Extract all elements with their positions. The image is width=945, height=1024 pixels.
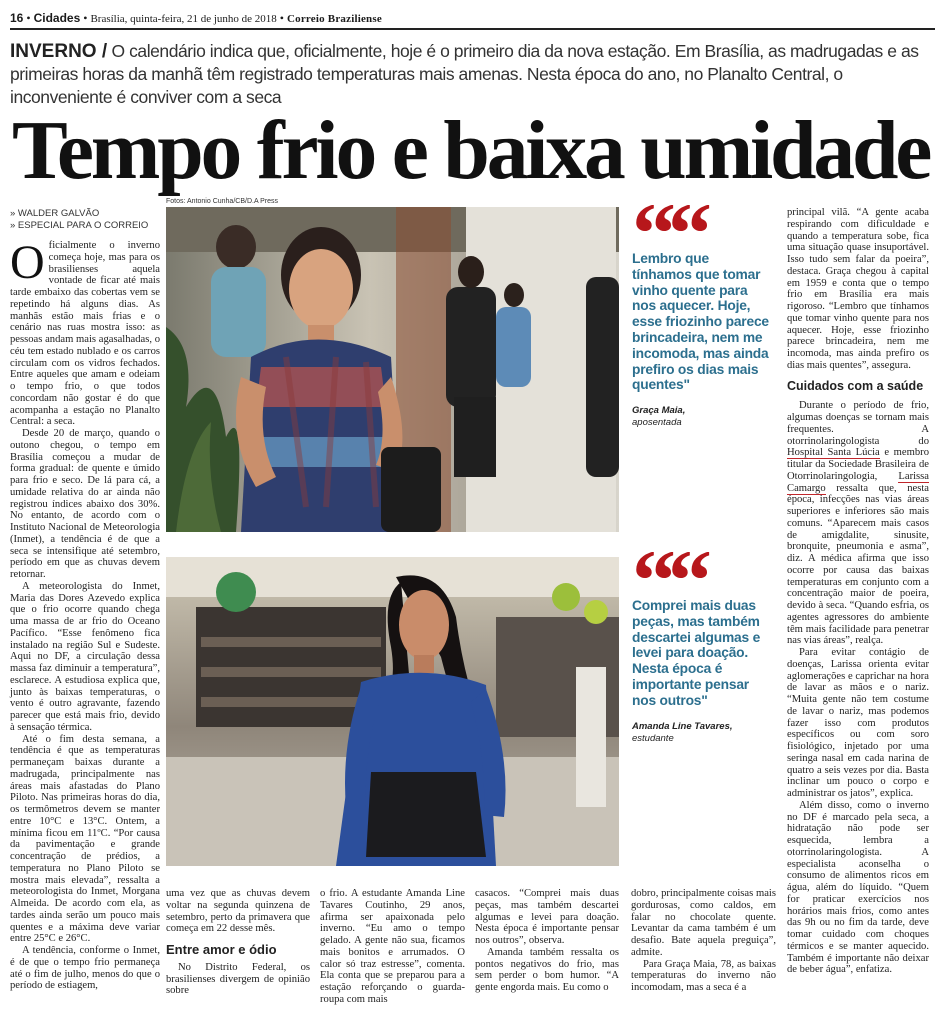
page-header: 16 • Cidades • Brasília, quinta-feira, 21 de junho de 2018 • Correio Braziliense xyxy=(10,8,935,30)
article-column-3 xyxy=(320,888,465,1006)
paragraph: A meteorologista do Inmet, Maria das Dores Azevedo explica que o frio ocorre quando chega uma massa de ar frio do Oceano Pacífico. “Esse fenômeno fica instalado na região Sul e Sudeste. Aqui no DF, a circulação dessa massa faz diminuir a temperatura”, esclarece. A estudiosa explica que, junto às baixas temperaturas, o vento é outro agravante, fazendo parecer que está mais frio, devido à sensação térmica. xyxy=(10,580,160,733)
paragraph: A tendência, conforme o Inmet, é de que o tempo frio permaneça até o fim de julho, menos do que o período de estiagem, xyxy=(10,945,160,992)
article-column-2 xyxy=(166,888,310,997)
pull-quote-1 xyxy=(632,205,772,429)
article-column-1 xyxy=(10,236,160,992)
headline: Tempo frio e baixa umidade xyxy=(12,104,930,197)
page-number: 16 xyxy=(10,11,24,25)
kicker-text: O calendário indica que, oficialmente, hoje é o primeiro dia da nova estação. Em Brasília, as madrugadas e as primeiras horas da manhã têm registrado temperaturas mais amenas. Nesta época do ano, no Planalto Central, o inconveniente é conviver com a seca xyxy=(10,41,919,107)
photo-illustration xyxy=(166,557,619,866)
paragraph: casacos. “Comprei mais duas peças, mas também descartei algumas e levei para doação. Nesta época é importante pensar nos outros”, observa. xyxy=(475,888,619,946)
paragraph: principal vilã. “A gente acaba respirando com dificuldade e quando a temperatura sobe, fica uma situação quase insuportável. Isso tudo sem falar da poeira”, destaca. Graça chegou à capital em 1959 e conta que o tempo frio em Brasília era mais rigoroso. “Lembro que tínhamos que tomar vinho quente para nos aquecer. Hoje, esse friozinho parece brincadeira, nem me incomoda, mas ainda prefiro os dias mais quentes”, assegura. xyxy=(787,207,929,371)
lead-paragraph: Oficialmente o inverno começa hoje, mas para os brasilienses aquela vontade de ficar até mais tarde embaixo das cobertas vem se repetindo há alguns dias. As manhãs estão mais frias e o cenário nas ruas mostra isso: as pessoas andam mais agasalhadas, o céu tem estado nublado e os carros circulam com os vidros fechados. Entre aqueles que amam e odeiam o tempo frio, o que todos concordam não gostar é do que acompanha a estação no Planalto Central: a seca. xyxy=(10,236,160,428)
pull-quote-2 xyxy=(632,552,772,745)
quote-attribution xyxy=(632,405,772,429)
photo-illustration xyxy=(166,207,619,532)
paragraph: dobro, principalmente coisas mais gordurosas, como caldos, em falar no chocolate quente. Levantar da cama também é um desafio. Bate aquela preguiça”, admite. xyxy=(631,888,776,958)
article-column-4 xyxy=(475,888,619,994)
quote-author-role: aposentada xyxy=(632,417,682,429)
photo-credit: Fotos: Antonio Cunha/CB/D.A Press xyxy=(166,198,279,205)
drop-cap: O xyxy=(10,236,45,289)
byline-role: » ESPECIAL PARA O CORREIO xyxy=(10,219,149,231)
paragraph: Desde 20 de março, quando o outono chegou, o tempo em Brasília começou a mudar de forma gradual: de quente e úmido para frio e seco. De lá para cá, a umidade relativa do ar ainda não registrou índices abaixo dos 30%. No entanto, de acordo com o Instituto Nacional de Meteorologia (Inmet), a tendência é de que a seca se intensifique até setembro, período em que as chuvas devem retornar. xyxy=(10,428,160,580)
article-column-6 xyxy=(787,207,929,976)
doctor-name: Larissa Camargo xyxy=(787,470,929,494)
section-name: Cidades xyxy=(33,11,81,25)
newspaper-name: Correio Braziliense xyxy=(287,13,382,25)
quote-author-role: estudante xyxy=(632,732,674,744)
paragraph: Até o fim desta semana, a tendência é que as temperaturas permaneçam baixas durante a madrugada, principalmente nas áreas mais afastadas do Plano Piloto. Nas primeiras horas do dia, os termômetros devem se manter entre 10°C e 13°C. Ontem, a mínima ficou em 11ºC. “Por causa da pavimentação e grande concentração de prédios, a temperatura no Plano Piloto se mostra mais elevada”, ressalta a meteorologista do Inmet, Morgana Almeida. De acordo com ela, as tardes ainda serão um pouco mais quentes e a máxima deve variar entre 25°C e 26°C. xyxy=(10,733,160,945)
quote-author: Amanda Line Tavares, xyxy=(632,720,733,732)
paragraph: Amanda também ressalta os pontos negativos do frio, mas sem perder o bom humor. “A gente engorda mais. Eu como o xyxy=(475,946,619,993)
byline-author: » WALDER GALVÃO xyxy=(10,208,100,219)
article-column-5 xyxy=(631,888,776,994)
kicker-tag: INVERNO / xyxy=(10,41,108,62)
paragraph: Para evitar contágio de doenças, Larissa orienta evitar aglomerações e caprichar na hora de lavar as mãos e o nariz. “Muita gente não tem costume de lavar o nariz, mas podemos fazer isso com produtos específicos ou com soro fisiológico, injetado por uma seringa nasal em cada narina de quatro a seis vezes por dia. Basta inclinar um pouco o corpo e administrar os jatos”, explica. xyxy=(787,647,929,799)
paragraph: No Distrito Federal, os brasilienses divergem de opinião sobre xyxy=(166,961,310,997)
subheading: Cuidados com a saúde xyxy=(787,378,924,393)
quote-mark-icon xyxy=(632,552,772,598)
subheading: Entre amor e ódio xyxy=(166,942,277,957)
quote-author: Graça Maia, xyxy=(632,405,686,417)
photo-graca-maia xyxy=(166,207,619,532)
paragraph: Para Graça Maia, 78, as baixas temperaturas do inverno não incomodam, mas a seca é a xyxy=(631,958,776,993)
hospital-name: Hospital Santa Lúcia xyxy=(787,447,880,459)
paragraph: o frio. A estudante Amanda Line Tavares Coutinho, 29 anos, afirma ser apaixonada pelo inverno. “Eu amo o tempo gelado. A gente não sua, ficamos mais bonitos e arrumados. O calor só traz estresse”, comenta. Ela conta que se preparou para a estação reforçando o guarda-roupa com mais xyxy=(320,888,465,1005)
edition-date: Brasília, quinta-feira, 21 de junho de 2018 xyxy=(90,13,277,25)
quote-mark-icon xyxy=(632,205,772,251)
paragraph: Durante o período de frio, algumas doenças se tornam mais frequentes. A otorrinolaringologista do Hospital Santa Lúcia e membro titular da Sociedade Brasileira de Otorrinolaringologia, Larissa Camargo ressalta que, nesta época, infecções nas vias áreas superiores e inferiores são mais comuns. “Aparecem mais casos de amigdalite, sinusite, bronquite, pneumonia e asma”, diz. A médica afirma que isso ocorre por causa das baixas temperaturas em conjunto com a concentração maior de poeira, devido à seca. “Quando esfria, os agentes agressores do ambiente têm mais facilidade para penetrar nas vias áreas”, realça. xyxy=(787,400,929,647)
quote-text: Comprei mais duas peças, mas também descartei algumas e levei para doação. Nesta época é importante pensar nos outros" xyxy=(632,598,761,708)
paragraph: Além disso, como o inverno no DF é marcado pela seca, a hidratação não pode ser esquecida, lembra a otorrinolaringologista. A especialista aconselha o consumo de alimentos ricos em água, além do líquido. “Quem for praticar exercícios nos horários mais frios, como antes das 9h ou no fim da tarde, deve tomar cuidado com choques térmicos e se manter aquecido. Também é importante não deixar de beber água”, enfatiza. xyxy=(787,799,929,976)
article-kicker xyxy=(10,40,935,109)
byline xyxy=(10,208,160,231)
paragraph: uma vez que as chuvas devem voltar na segunda quinzena de setembro, perto da primavera que começa em 22 desse mês. xyxy=(166,888,310,935)
photo-amanda-line-tavares xyxy=(166,557,619,866)
quote-text: Lembro que tínhamos que tomar vinho quente para nos aquecer. Hoje, esse friozinho parece brincadeira, nem me incomoda, mas ainda prefiro os dias mais quentes" xyxy=(632,251,769,393)
quote-attribution xyxy=(632,721,772,745)
